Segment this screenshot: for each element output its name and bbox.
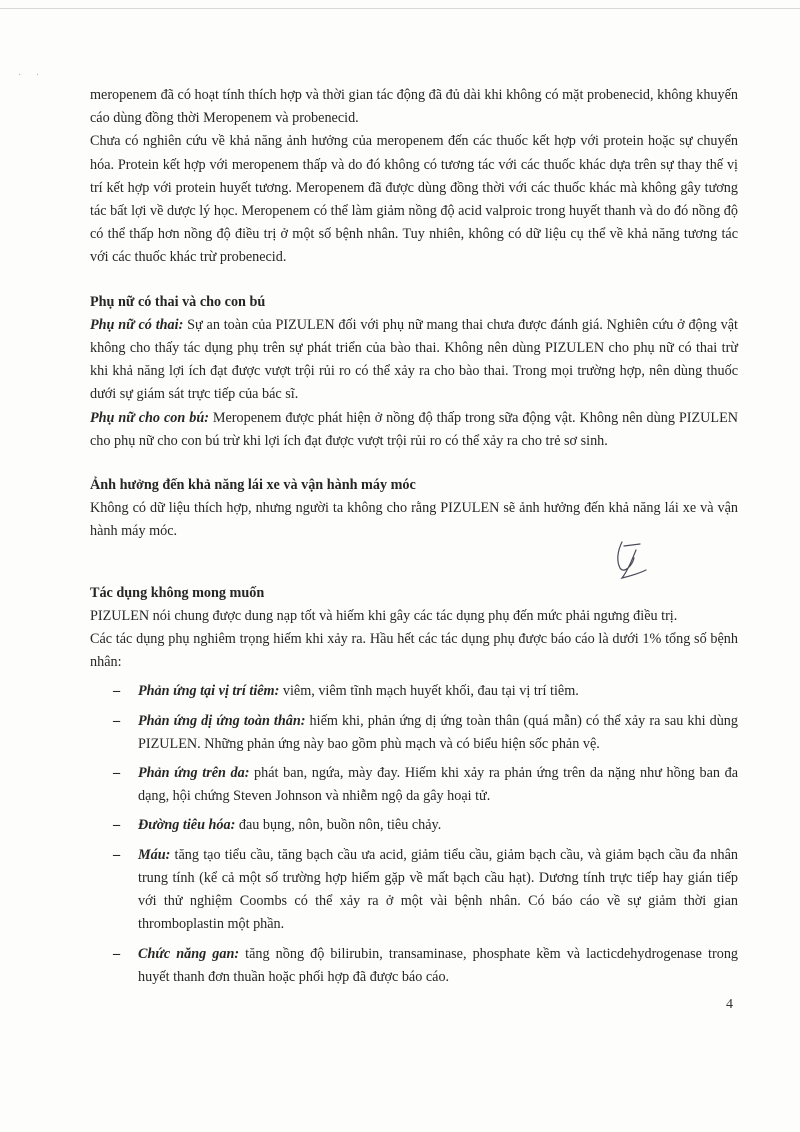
dash-bullet: – (113, 945, 121, 962)
list-item-text: tăng tạo tiểu cầu, tăng bạch cầu ưa acid, giảm tiểu cầu, giảm bạch cầu, và giảm bạch cầu đa nhân trung tính (kể cả một số trường hợp hiếm gặp về mất bạch cầu hạt). Dương tính trực tiếp hay gián tiếp với thử nghiệm Coombs có thể xảy ra ở một vài bệnh nhân. Có báo cáo về sự giảm thời gian thromboplastin một phần. (138, 846, 738, 933)
side-effects-paragraph-1: PIZULEN nói chung được dung nạp tốt và hiếm khi gây các tác dụng phụ đến mức phải ngưng điều trị. (90, 607, 678, 624)
intro-paragraph-2: Chưa có nghiên cứu về khả năng ảnh hưởng của meropenem đến các thuốc kết hợp với protein hoặc sự chuyển hóa. Protein kết hợp với meropenem thấp và do đó không có tương tác với các thuốc khác dựa trên sự thay thế vị trí kết hợp với protein huyết tương. Meropenem đã được dùng đồng thời với các thuốc khác mà không gây tương tác bất lợi về dược lý học. Meropenem có thể làm giảm nồng độ acid valproic trong huyết thanh và do đó nồng độ có thể thấp hơn nồng độ điều trị ở một số bệnh nhân. Tuy nhiên, không có dữ liệu cụ thể về khả năng tương tác với các thuốc khác trừ probenecid. (90, 133, 738, 266)
list-item-text: phát ban, ngứa, mày đay. Hiếm khi xảy ra phản ứng trên da nặng như hồng ban đa dạng, hội chứng Steven Johnson và nhiễm ngộ da gây hoại tử. (138, 765, 738, 805)
list-item (90, 762, 738, 808)
intro-paragraph-1: meropenem đã có hoạt tính thích hợp và thời gian tác động đã đủ dài khi không có mặt probenecid, không khuyến cáo dùng đồng thời Meropenem và probenecid. (90, 87, 738, 127)
list-item (90, 710, 738, 756)
list-item-label: Chức năng gan: (138, 945, 240, 962)
dash-bullet: – (113, 683, 121, 700)
pregnancy-heading: Phụ nữ có thai và cho con bú (90, 293, 266, 310)
list-item (90, 680, 738, 703)
side-effects-paragraph-2: Các tác dụng phụ nghiêm trọng hiếm khi xảy ra. Hầu hết các tác dụng phụ được báo cáo là dưới 1% tổng số bệnh nhân: (90, 631, 738, 671)
breastfeeding-paragraph (90, 407, 738, 453)
breastfeeding-text: Meropenem được phát hiện ở nồng độ thấp trong sữa động vật. Không nên dùng PIZULEN cho phụ nữ cho con bú trừ khi lợi ích đạt được vượt trội rủi ro có thể xảy ra cho trẻ sơ sinh. (90, 409, 738, 449)
side-effects-heading: Tác dụng không mong muốn (90, 584, 265, 601)
driving-heading: Ảnh hưởng đến khả năng lái xe và vận hành máy móc (90, 477, 416, 494)
list-item (90, 943, 738, 989)
list-item-text: hiếm khi, phản ứng dị ứng toàn thân (quá mẫn) có thể xảy ra sau khi dùng PIZULEN. Những phản ứng này bao gồm phù mạch và có biểu hiện sốc phản vệ. (138, 712, 738, 752)
dash-bullet: – (113, 765, 121, 782)
side-effects-list (90, 680, 738, 988)
list-item-text: tăng nồng độ bilirubin, transaminase, phosphate kềm và lacticdehydrogenase trong huyết thanh đơn thuần hoặc phối hợp đã được báo cáo. (138, 945, 739, 985)
list-item-label: Phản ứng dị ứng toàn thân: (138, 712, 306, 729)
handwritten-signature (610, 536, 652, 584)
list-item-label: Máu: (138, 846, 171, 863)
list-item (90, 844, 738, 937)
pregnant-paragraph (90, 314, 738, 407)
dash-bullet: – (113, 817, 121, 834)
pregnant-label: Phụ nữ có thai: (90, 316, 184, 333)
pregnant-text: Sự an toàn của PIZULEN đối với phụ nữ mang thai chưa được đánh giá. Nghiên cứu ở động vật không cho thấy tác dụng phụ trên sự phát triển của bào thai. Không nên dùng PIZULEN cho phụ nữ có thai trừ khi khả năng lợi ích đạt được vượt trội rủi ro có thể xảy ra cho bào thai. Trong mọi trường hợp, nên dùng thuốc dưới sự giám sát trực tiếp của bác sĩ. (90, 316, 738, 403)
breastfeeding-label: Phụ nữ cho con bú: (90, 409, 209, 426)
scan-artifact: · · (18, 70, 46, 81)
list-item-label: Đường tiêu hóa: (138, 817, 236, 834)
list-item-text: viêm, viêm tĩnh mạch huyết khối, đau tại vị trí tiêm. (279, 683, 579, 700)
page-number: 4 (726, 997, 733, 1012)
page-top-edge (0, 8, 800, 9)
list-item-label: Phản ứng trên da: (138, 765, 250, 782)
list-item-text: đau bụng, nôn, buồn nôn, tiêu chảy. (235, 817, 442, 834)
driving-paragraph: Không có dữ liệu thích hợp, nhưng người ta không cho rằng PIZULEN sẽ ảnh hưởng đến khả năng lái xe và vận hành máy móc. (90, 500, 738, 540)
dash-bullet: – (113, 712, 121, 729)
list-item-label: Phản ứng tại vị trí tiêm: (138, 683, 280, 700)
list-item (90, 814, 738, 837)
dash-bullet: – (113, 846, 121, 863)
